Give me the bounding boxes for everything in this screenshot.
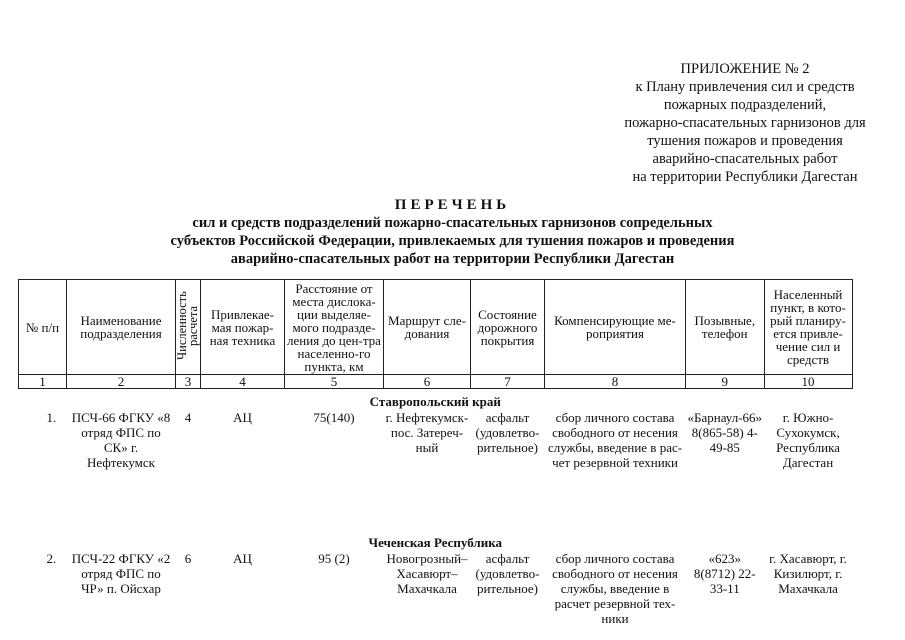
appendix-line: к Плану привлечения сил и средств	[635, 79, 855, 95]
column-number-row	[19, 375, 853, 389]
appendix-line: пожарно-спасательных гарнизонов для	[624, 115, 866, 131]
column-number: 1	[19, 375, 67, 389]
row-number: 1.	[46, 410, 57, 425]
row-number: 2.	[46, 551, 57, 566]
row-destination: г. Хасавюрт, г. Кизилюрт, г. Махачкала	[769, 551, 847, 596]
header-destination: Населенный пункт, в кото-рый планиру-ется привле-чение сил и средств	[764, 280, 852, 375]
appendix-line: аварийно-спасательных работ	[652, 151, 838, 167]
appendix-block	[600, 60, 890, 186]
header-route: Маршрут сле-дования	[384, 280, 471, 375]
column-number: 3	[176, 375, 201, 389]
spacer-row	[19, 470, 853, 530]
header-callsign: Позывные, телефон	[686, 280, 765, 375]
row-road: асфальт (удовлетво-рительное)	[475, 551, 540, 596]
column-number: 10	[764, 375, 852, 389]
header-distance: Расстояние от места дислока-ции выделяе-мого подразде-ления до цен-тра населенно-го пункта, км	[285, 280, 384, 375]
subtitle-line: аварийно-спасательных работ на территории Республики Дагестан	[230, 251, 675, 267]
appendix-title: ПРИЛОЖЕНИЕ № 2	[680, 61, 810, 77]
column-number: 2	[67, 375, 176, 389]
row-route: Новогрозный–Хасавюрт–Махачкала	[386, 551, 468, 596]
header-equipment: Привлекае-мая пожар-ная техника	[201, 280, 285, 375]
region-name: Ставропольский край	[369, 393, 501, 409]
document-heading: ПЕРЕЧЕНЬ	[394, 197, 511, 213]
column-number: 8	[545, 375, 686, 389]
table-row	[19, 410, 853, 470]
appendix-line: на территории Республики Дагестан	[632, 169, 858, 185]
row-destination: г. Южно-Сухокумск, Республика Дагестан	[776, 410, 840, 470]
header-crew	[176, 280, 201, 375]
column-number: 7	[471, 375, 545, 389]
column-number: 5	[285, 375, 384, 389]
header-measures: Компенсирующие ме-роприятия	[545, 280, 686, 375]
row-route: г. Нефтекумск-пос. Затереч-ный	[385, 410, 469, 455]
column-number: 4	[201, 375, 285, 389]
header-number: № п/п	[19, 280, 67, 375]
row-crew: 4	[184, 410, 192, 425]
row-callsign: «623» 8(8712) 22-33-11	[693, 551, 756, 596]
row-callsign: «Барнаул-66» 8(865-58) 4-49-85	[687, 410, 763, 455]
header-unit: Наименование подразделения	[67, 280, 176, 375]
spacer	[19, 470, 853, 530]
region-row	[19, 389, 853, 411]
header-road: Состояние дорожного покрытия	[471, 280, 545, 375]
row-measures: сбор личного состава свободного от несения службы, введение в рас-чет резервной техники	[547, 410, 683, 470]
table-row	[19, 551, 853, 626]
row-distance: 95 (2)	[318, 551, 350, 566]
appendix-line: пожарных подразделений,	[663, 97, 827, 113]
subtitle-line: субъектов Российской Федерации, привлекаемых для тушения пожаров и проведения	[170, 233, 735, 249]
row-unit: ПСЧ-22 ФГКУ «2 отряд ФПС по ЧР» п. Ойсхар	[71, 551, 171, 596]
header-crew-label: Численность расчета	[175, 291, 200, 361]
column-number: 6	[384, 375, 471, 389]
table-header-row	[19, 280, 853, 375]
forces-table	[18, 279, 853, 626]
row-equipment: АЦ	[233, 551, 252, 566]
row-equipment: АЦ	[233, 410, 252, 425]
row-measures: сбор личного состава свободного от несения службы, введение в расчет резервной тех-ники	[552, 551, 678, 626]
document-subtitle	[0, 214, 905, 268]
row-crew: 6	[184, 551, 192, 566]
subtitle-line: сил и средств подразделений пожарно-спасательных гарнизонов сопредельных	[192, 215, 713, 231]
row-road: асфальт (удовлетво-рительное)	[475, 410, 540, 455]
row-unit: ПСЧ-66 ФГКУ «8 отряд ФПС по СК» г. Нефтекумск	[71, 410, 171, 470]
region-row	[19, 530, 853, 551]
row-distance: 75(140)	[313, 410, 355, 425]
appendix-line: тушения пожаров и проведения	[647, 133, 843, 149]
region-name: Чеченская Республика	[368, 534, 502, 550]
column-number: 9	[686, 375, 765, 389]
